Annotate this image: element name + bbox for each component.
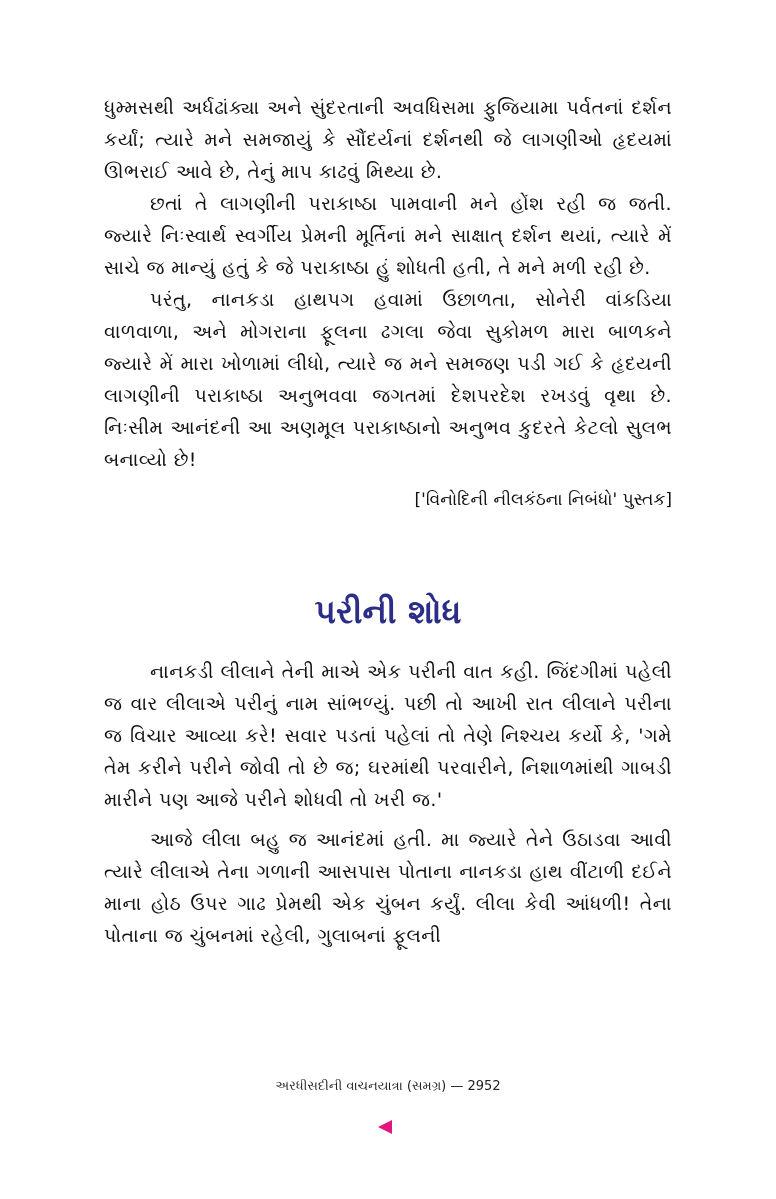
story-paragraph: નાનકડી લીલાને તેની માએ એક પરીની વાત કહી. જિંદગીમાં પહેલી જ વાર લીલાએ પરીનું નામ સાંભળ્યું. પછી તો આખી રાત લીલાને પરીના જ વિચાર આવ્યા કરે! સવાર પડતાં પહેલાં તો તેણે નિશ્ચય કર્યો કે, 'ગમે તેમ કરીને પરીને જોવી તો છે જ; ઘરમાંથી પરવારીને, નિશાળમાંથી ગાબડી મારીને પણ આજે પરીને શોધવી તો ખરી જ.' [104,661,672,811]
essay-paragraph: છતાં તે લાગણીની પરાકાષ્ઠા પામવાની મને હોંશ રહી જ જતી. જ્યારે નિઃસ્વાર્થ સ્વર્ગીય પ્રેમની મૂર્તિનાં મને સાક્ષાત્ દર્શન થયાં, ત્યારે મેં સાચે જ માન્યું હતું કે જે પરાકાષ્ઠા હું શોધતી હતી, તે મને મળી રહી છે. [104,193,672,279]
page-body [104,92,672,952]
essay-excerpt [104,92,672,476]
essay-paragraph: પરંતુ, નાનકડા હાથપગ હવામાં ઉછાળતા, સોનેરી વાંકડિયા વાળવાળા, અને મોગરાના ફૂલના ઢગલા જેવા સુકોમળ મારા બાળકને જ્યારે મેં મારા ખોળામાં લીધો, ત્યારે જ મને સમજણ પડી ગઈ કે હૃદયની લાગણીની પરાકાષ્ઠા અનુભવવા જગતમાં દેશપરદેશ રખડવું વૃથા છે. નિઃસીમ આનંદની આ અણમૂલ પરાકાષ્ઠાનો અનુભવ કુદરતે કેટલો સુલભ બનાવ્યો છે! [104,289,672,471]
story-paragraph: આજે લીલા બહુ જ આનંદમાં હતી. મા જ્યારે તેને ઉઠાડવા આવી ત્યારે લીલાએ તેના ગળાની આસપાસ પોતાના નાનકડા હાથ વીંટાળી દઈને માના હોઠ ઉપર ગાઢ પ્રેમથી એક ચુંબન કર્યું. લીલા કેવી આંધળી! તેના પોતાના જ ચુંબનમાં રહેલી, ગુલાબનાં ફૂલની [104,829,672,947]
story-body [104,656,672,952]
essay-paragraph: ધુમ્મસથી અર્ધઢાંક્યા અને સુંદરતાની અવધિસમા ફુજિયામા પર્વતનાં દર્શન કર્યાં; ત્યારે મને સમજાયું કે સૌંદર્યનાં દર્શનથી જે લાગણીઓ હૃદયમાં ઊભરાઈ આવે છે, તેનું માપ કાઢવું મિથ્યા છે. [104,97,672,183]
page-footer: અરધીસદીની વાચનયાત્રા (સમગ્ર) — 2952 [275,1079,501,1094]
previous-page-arrow-icon[interactable] [378,1120,392,1134]
section-title: પરીની શોધ [314,592,462,631]
source-citation: ['વિનોદિની નીલકંઠના નિબંધો' પુસ્તક] [414,490,672,510]
